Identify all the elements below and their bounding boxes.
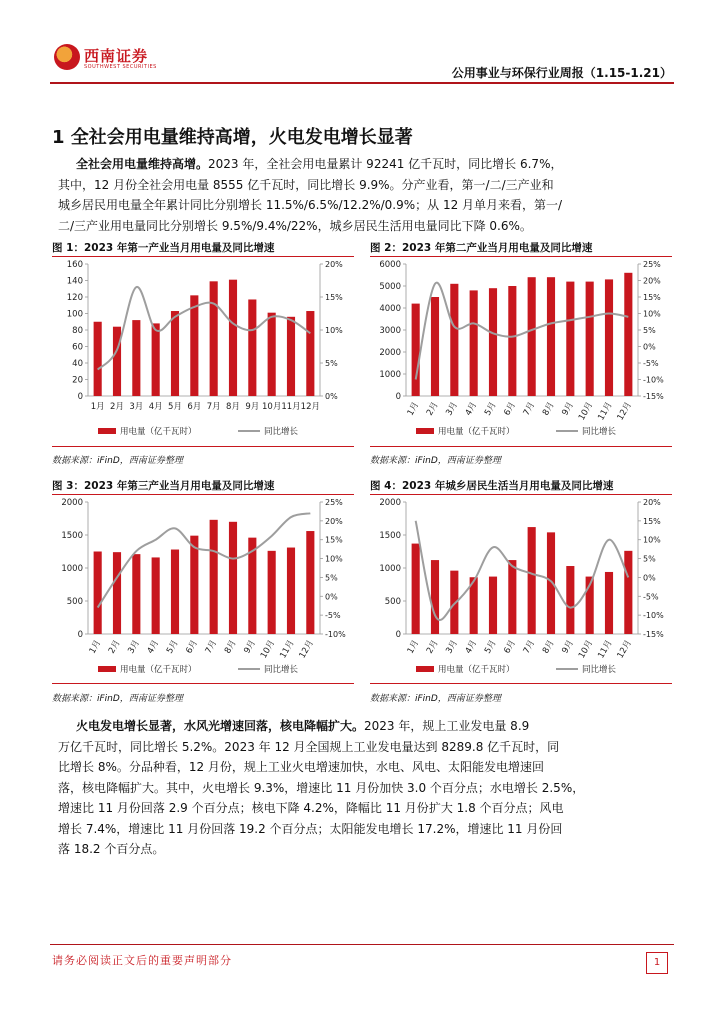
legend-bar-swatch <box>416 666 434 672</box>
category-label: 3月 <box>444 400 460 418</box>
bar <box>412 544 420 634</box>
category-label: 10月 <box>576 638 596 661</box>
para2-line6: 增长 7.4%，增速比 11 月份回落 19.2 个百分点；太阳能发电增长 17.2%，增速比 11 月份回 <box>58 821 563 836</box>
right-tick-label: 15% <box>325 293 343 302</box>
left-tick-label: 40 <box>72 359 83 369</box>
right-tick-label: 25% <box>643 260 661 269</box>
category-label: 6月 <box>502 638 518 656</box>
category-label: 1月 <box>405 638 422 656</box>
category-label: 9月 <box>560 638 576 656</box>
figure-4-bottom-rule <box>370 683 672 684</box>
right-tick-label: 20% <box>325 516 343 526</box>
bar <box>566 566 574 634</box>
bar <box>287 317 295 396</box>
figure-1-bottom-rule <box>52 446 354 447</box>
left-tick-label: 500 <box>66 597 83 607</box>
bar <box>210 520 218 634</box>
right-tick-label: 5% <box>325 573 338 583</box>
category-label: 11月 <box>596 638 615 661</box>
bar <box>171 550 179 634</box>
right-tick-label: 15% <box>325 535 343 545</box>
right-tick-label: -10% <box>643 611 664 621</box>
bar <box>450 284 458 396</box>
footer-divider <box>50 944 674 945</box>
bar <box>489 577 497 634</box>
bar <box>287 548 295 634</box>
left-tick-label: 6000 <box>379 260 401 270</box>
para1-line1: 2023 年，全社会用电量累计 92241 亿千瓦时，同比增长 6.7%， <box>208 157 563 171</box>
logo-icon <box>54 44 80 70</box>
category-label: 9月 <box>560 400 576 418</box>
para1-line3: 城乡居民用电量全年累计同比分别增长 11.5%/6.5%/12.2%/0.9%；从 12 月单月来看，第一/ <box>58 198 563 212</box>
right-tick-label: -5% <box>643 592 659 602</box>
legend-line-label: 同比增长 <box>582 427 617 437</box>
bar <box>94 322 102 396</box>
bar <box>171 311 179 396</box>
right-tick-label: 15% <box>643 293 661 302</box>
legend-bar-label: 用电量（亿千瓦时） <box>120 427 197 437</box>
category-label: 4月 <box>148 402 163 412</box>
growth-line <box>416 283 629 380</box>
category-label: 11月 <box>278 638 297 661</box>
bar <box>113 552 121 634</box>
chart-1 <box>52 258 354 444</box>
category-label: 5月 <box>168 402 182 412</box>
left-tick-label: 1500 <box>379 531 401 541</box>
left-tick-label: 4000 <box>379 304 401 314</box>
left-tick-label: 80 <box>72 326 83 336</box>
category-label: 12月 <box>297 638 316 661</box>
right-tick-label: 10% <box>643 535 661 545</box>
bar <box>306 311 314 396</box>
figure-2-top-rule <box>370 256 672 257</box>
right-tick-label: 20% <box>643 498 661 507</box>
category-label: 2月 <box>110 402 124 412</box>
legend-line-label: 同比增长 <box>264 427 299 437</box>
paragraph-1 <box>58 154 670 236</box>
para1-line4: 二/三产业用电量同比分别增长 9.5%/9.4%/22%，城乡居民生活用电量同比下降 0.6%。 <box>58 218 532 233</box>
section-title: 1 全社会用电量维持高增，火电发电增长显著 <box>52 127 413 148</box>
bar <box>431 297 439 396</box>
category-label: 5月 <box>482 638 499 656</box>
figure-3-bottom-rule <box>52 683 354 684</box>
bar <box>248 299 256 396</box>
bar <box>547 277 555 396</box>
category-label: 1月 <box>90 402 105 412</box>
legend-bar-swatch <box>98 666 116 672</box>
category-label: 9月 <box>245 402 260 412</box>
left-tick-label: 120 <box>66 293 83 303</box>
figure-2-bottom-rule <box>370 446 672 447</box>
legend-bar-swatch <box>98 428 116 434</box>
category-label: 12月 <box>615 638 634 661</box>
left-tick-label: 2000 <box>379 348 401 358</box>
para2-line3: 比增长 8%。分品种看，12 月份，规上工业火电增速加快，水电、风电、太阳能发电增速回 <box>58 760 544 774</box>
category-label: 3月 <box>129 402 144 412</box>
figure-4-title: 图 4：2023 年城乡居民生活当月用电量及同比增速 <box>370 480 614 492</box>
bar <box>470 290 478 396</box>
right-tick-label: 0% <box>325 592 338 602</box>
figure-4-source: 数据来源：iFinD，西南证券整理 <box>370 694 501 704</box>
left-tick-label: 1000 <box>379 370 401 380</box>
category-label: 12月 <box>615 400 634 423</box>
right-tick-label: -10% <box>643 375 664 385</box>
bar <box>624 551 632 634</box>
bar <box>132 554 140 634</box>
left-tick-label: 100 <box>66 309 83 320</box>
bar <box>152 323 160 396</box>
category-label: 7月 <box>203 638 220 656</box>
figure-2-source: 数据来源：iFinD，西南证券整理 <box>370 456 501 466</box>
category-label: 2月 <box>424 400 441 418</box>
bar <box>586 282 594 396</box>
category-label: 2月 <box>106 638 123 656</box>
bar <box>229 280 237 396</box>
logo-subtext: SOUTHWEST SECURITIES <box>84 64 157 70</box>
left-tick-label: 5000 <box>379 282 401 292</box>
figure-1-top-rule <box>52 256 354 257</box>
legend-bar-swatch <box>416 428 434 434</box>
chart-3 <box>52 496 354 682</box>
category-label: 8月 <box>540 400 557 418</box>
left-tick-label: 500 <box>384 597 401 607</box>
para2-line1: 2023 年，规上工业发电量 8.9 <box>364 719 530 733</box>
header-divider <box>50 82 674 84</box>
footer-disclaimer: 请务必阅读正文后的重要声明部分 <box>52 954 232 967</box>
paragraph-2 <box>58 716 670 860</box>
bar <box>210 281 218 396</box>
category-label: 12月 <box>300 402 320 412</box>
figure-2-title: 图 2：2023 年第二产业当月用电量及同比增速 <box>370 242 593 254</box>
legend-line-label: 同比增长 <box>582 665 617 675</box>
category-label: 11月 <box>596 400 615 423</box>
category-label: 11月 <box>281 402 301 412</box>
right-tick-label: 5% <box>325 359 338 368</box>
right-tick-label: 20% <box>643 276 661 286</box>
category-label: 5月 <box>164 638 181 656</box>
category-label: 3月 <box>444 638 460 656</box>
left-tick-label: 1000 <box>61 564 83 574</box>
bar <box>268 551 276 634</box>
right-tick-label: -5% <box>643 359 659 368</box>
category-label: 1月 <box>405 400 422 418</box>
para1-line2: 其中，12 月份全社会用电量 8555 亿千瓦时，同比增长 9.9%。分产业看，第一/二/三产业和 <box>58 177 554 192</box>
para2-line7: 落 18.2 个百分点。 <box>58 842 165 856</box>
bar <box>605 572 613 634</box>
growth-line <box>416 521 629 620</box>
para2-line2: 万亿千瓦时，同比增长 5.2%。2023 年 12 月全国规上工业发电量达到 8289.8 亿千瓦时，同 <box>58 739 560 754</box>
figure-3-top-rule <box>52 494 354 495</box>
report-title: 公用事业与环保行业周报（1.15-1.21） <box>451 66 672 80</box>
bar <box>190 536 198 634</box>
growth-line <box>98 513 311 607</box>
left-tick-label: 60 <box>72 342 83 353</box>
left-tick-label: 0 <box>77 630 83 640</box>
bar <box>152 557 160 634</box>
left-tick-label: 20 <box>72 375 83 386</box>
para1-lead: 全社会用电量维持高增。 <box>76 157 209 171</box>
legend-line-label: 同比增长 <box>264 665 299 675</box>
right-tick-label: -5% <box>325 611 341 621</box>
right-tick-label: 25% <box>325 498 343 507</box>
bar <box>489 288 497 396</box>
left-tick-label: 1500 <box>61 531 83 541</box>
category-label: 4月 <box>463 638 480 656</box>
left-tick-label: 2000 <box>61 498 83 508</box>
right-tick-label: -15% <box>643 392 664 401</box>
left-tick-label: 0 <box>395 392 401 402</box>
bar <box>528 277 536 396</box>
category-label: 3月 <box>126 638 142 656</box>
category-label: 7月 <box>206 402 221 412</box>
right-tick-label: -15% <box>643 630 664 639</box>
category-label: 8月 <box>540 638 557 656</box>
left-tick-label: 3000 <box>379 326 401 336</box>
category-label: 5月 <box>482 400 499 418</box>
legend-bar-label: 用电量（亿千瓦时） <box>438 427 515 437</box>
bar <box>132 320 140 396</box>
category-label: 9月 <box>242 638 258 656</box>
bar <box>624 273 632 396</box>
category-label: 6月 <box>184 638 200 656</box>
category-label: 8月 <box>226 402 240 412</box>
category-label: 2月 <box>424 638 441 656</box>
para2-line5: 增速比 11 月份回落 2.9 个百分点；核电下降 4.2%，降幅比 11 月份扩大 1.8 个百分点；风电 <box>58 801 564 815</box>
right-tick-label: 5% <box>643 554 656 564</box>
para2-lead: 火电发电增长显著，水风光增速回落，核电降幅扩大。 <box>76 719 365 733</box>
legend-bar-label: 用电量（亿千瓦时） <box>438 665 515 675</box>
right-tick-label: 0% <box>643 342 656 352</box>
bar <box>508 286 516 396</box>
category-label: 6月 <box>187 402 202 412</box>
bar <box>431 560 439 634</box>
left-tick-label: 0 <box>77 392 83 402</box>
chart-2 <box>370 258 672 444</box>
category-label: 1月 <box>87 638 104 656</box>
left-tick-label: 160 <box>66 260 83 270</box>
bar <box>566 282 574 396</box>
category-label: 10月 <box>258 638 278 661</box>
figure-3-source: 数据来源：iFinD，西南证券整理 <box>52 694 183 704</box>
legend-bar-label: 用电量（亿千瓦时） <box>120 665 197 675</box>
bar <box>605 279 613 396</box>
bar <box>94 552 102 635</box>
bar <box>412 304 420 396</box>
bar <box>528 527 536 634</box>
category-label: 10月 <box>576 400 596 423</box>
right-tick-label: 15% <box>643 516 661 526</box>
growth-line <box>98 287 311 370</box>
bar <box>113 327 121 396</box>
right-tick-label: 20% <box>325 260 343 269</box>
right-tick-label: 0% <box>643 573 656 583</box>
bar <box>268 313 276 396</box>
left-tick-label: 1000 <box>379 564 401 574</box>
right-tick-label: 5% <box>643 326 656 335</box>
logo-text: 西南证券 <box>84 47 149 65</box>
bar <box>229 522 237 634</box>
right-tick-label: 10% <box>325 326 343 335</box>
category-label: 6月 <box>502 400 518 418</box>
figure-3-title: 图 3：2023 年第三产业当月用电量及同比增速 <box>52 480 275 492</box>
chart-4 <box>370 496 672 682</box>
category-label: 7月 <box>521 638 538 656</box>
right-tick-label: 10% <box>325 554 343 564</box>
figure-1-source: 数据来源：iFinD，西南证券整理 <box>52 456 183 466</box>
bar <box>508 560 516 634</box>
category-label: 4月 <box>463 400 480 418</box>
right-tick-label: 10% <box>643 309 661 319</box>
right-tick-label: 0% <box>325 392 338 401</box>
figure-1-title: 图 1：2023 年第一产业当月用电量及同比增速 <box>52 242 275 254</box>
left-tick-label: 140 <box>66 276 83 287</box>
right-tick-label: -10% <box>325 630 346 639</box>
bar <box>190 295 198 396</box>
page-number: 1 <box>646 952 668 974</box>
category-label: 10月 <box>262 402 282 412</box>
left-tick-label: 2000 <box>379 498 401 508</box>
category-label: 8月 <box>222 638 239 656</box>
left-tick-label: 0 <box>395 630 401 640</box>
para2-line4: 落，核电降幅扩大。其中，火电增长 9.3%，增速比 11 月份加快 3.0 个百分点；水电增长 2.5%， <box>58 780 585 795</box>
category-label: 7月 <box>521 400 538 418</box>
figure-4-top-rule <box>370 494 672 495</box>
category-label: 4月 <box>145 638 162 656</box>
bar <box>306 531 314 634</box>
